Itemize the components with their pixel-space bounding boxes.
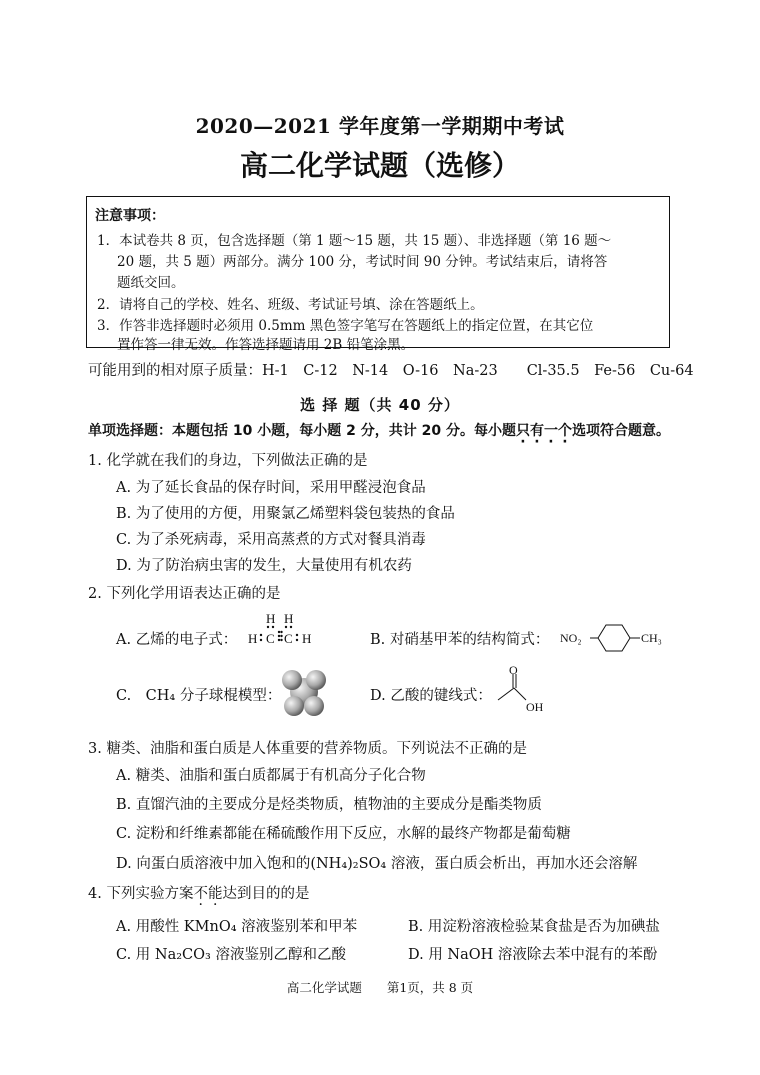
notice-line-3: 题纸交回。 — [117, 275, 185, 291]
ethylene-electron-formula — [246, 610, 318, 656]
acetic-acid-skeletal — [496, 666, 556, 714]
q3-option-d: D. 向蛋白质溶液中加入饱和的(NH₄)₂SO₄ 溶液，蛋白质会析出，再加水还会溶解 — [116, 856, 638, 872]
notice-heading: 注意事项： — [95, 208, 165, 224]
oh-label: OH — [526, 700, 544, 714]
section-title: 选 择 题（共 40 分） — [300, 396, 460, 414]
emphasis-char: 能 — [207, 886, 223, 902]
c-atom: C — [266, 631, 275, 646]
q2-stem: 2. 下列化学用语表达正确的是 — [88, 586, 281, 602]
h-atom: H — [284, 611, 294, 626]
q4-stem-text: 达到目的的是 — [222, 886, 310, 902]
page-footer: 高二化学试题 第1页，共 8 页 — [286, 980, 474, 995]
emphasis-char: 个 — [557, 423, 572, 439]
q1-option-d: D. 为了防治病虫害的发生，大量使用有机农药 — [116, 558, 412, 574]
q3-option-a: A. 糖类、油脂和蛋白质都属于有机高分子化合物 — [116, 768, 426, 784]
q1-stem: 1. 化学就在我们的身边，下列做法正确的是 — [88, 453, 368, 469]
q3-stem: 3. 糖类、油脂和蛋白质是人体重要的营养物质。下列说法不正确的是 — [88, 741, 527, 757]
q4-option-a: A. 用酸性 KMnO₄ 溶液鉴别苯和甲苯 — [116, 919, 358, 935]
atomic-masses: 可能用到的相对原子质量：H-1 C-12 N-14 O-16 Na-23 Cl-35.5 Fe-56 Cu-64 — [88, 363, 694, 379]
notice-line-2: 20 题，共 5 题）两部分。满分 100 分，考试时间 90 分钟。考试结束后，请将答 — [117, 254, 608, 270]
q3-option-b: B. 直馏汽油的主要成分是烃类物质，植物油的主要成分是酯类物质 — [116, 797, 542, 813]
q2-option-a: A. 乙烯的电子式： — [116, 632, 238, 648]
exam-title: 2020—2021 学年度第一学期期中考试 — [195, 114, 565, 138]
instruction-text: 选项符合题意。 — [571, 423, 670, 439]
no2-label: NO₂ — [560, 631, 582, 645]
q4-option-b: B. 用淀粉溶液检验某食盐是否为加碘盐 — [408, 919, 660, 935]
emphasis-char: 只 — [515, 423, 530, 439]
o-label: O — [509, 666, 518, 677]
q4-option-c: C. 用 Na₂CO₃ 溶液鉴别乙醇和乙酸 — [116, 947, 346, 963]
q3-option-c: C. 淀粉和纤维素都能在稀硫酸作用下反应，水解的最终产物都是葡萄糖 — [116, 826, 571, 842]
h-atom: H — [266, 611, 276, 626]
section-instruction — [88, 420, 670, 440]
emphasis-char: 一 — [543, 423, 558, 439]
h-atom: H — [248, 631, 258, 646]
ch3-label: CH₃ — [641, 631, 662, 645]
notice-line-4: 2．请将自己的学校、姓名、班级、考试证号填、涂在答题纸上。 — [97, 297, 484, 313]
instruction-text: 单项选择题：本题包括 10 小题，每小题 2 分，共计 20 分。每小题 — [88, 423, 516, 439]
q2-option-c: C. CH₄ 分子球棍模型： — [116, 688, 282, 704]
q1-option-a: A. 为了延长食品的保存时间，采用甲醛浸泡食品 — [116, 480, 426, 496]
q4-stem — [88, 882, 309, 903]
notice-line-6: 置作答一律无效。作答选择题请用 2B 铅笔涂黑。 — [117, 337, 415, 353]
notice-line-5: 3．作答非选择题时必须用 0.5mm 黑色签字笔写在答题纸上的指定位置，在其它位 — [97, 318, 594, 334]
h-atom: H — [302, 631, 312, 646]
emphasis-char: 有 — [529, 423, 544, 439]
c-atom: C — [284, 631, 293, 646]
q1-option-c: C. 为了杀死病毒，采用高蒸煮的方式对餐具消毒 — [116, 532, 426, 548]
paper-title: 高二化学试题（选修） — [239, 149, 520, 182]
emphasis-char: 不 — [193, 886, 208, 902]
methane-ball-model-icon — [278, 666, 330, 718]
notice-line-1: 1．本试卷共 8 页，包含选择题（第 1 题～15 题，共 15 题）、非选择题（第 16 题～ — [97, 233, 612, 249]
q2-option-b: B. 对硝基甲苯的结构简式： — [370, 632, 550, 648]
p-nitrotoluene-structure — [560, 618, 672, 658]
q2-option-d: D. 乙酸的键线式： — [370, 688, 492, 704]
q1-option-b: B. 为了使用的方便，用聚氯乙烯塑料袋包装热的食品 — [116, 506, 455, 522]
q4-stem-text: 4. 下列实验方案 — [88, 886, 194, 902]
q4-option-d: D. 用 NaOH 溶液除去苯中混有的苯酚 — [408, 947, 658, 963]
notice-box — [86, 196, 670, 353]
